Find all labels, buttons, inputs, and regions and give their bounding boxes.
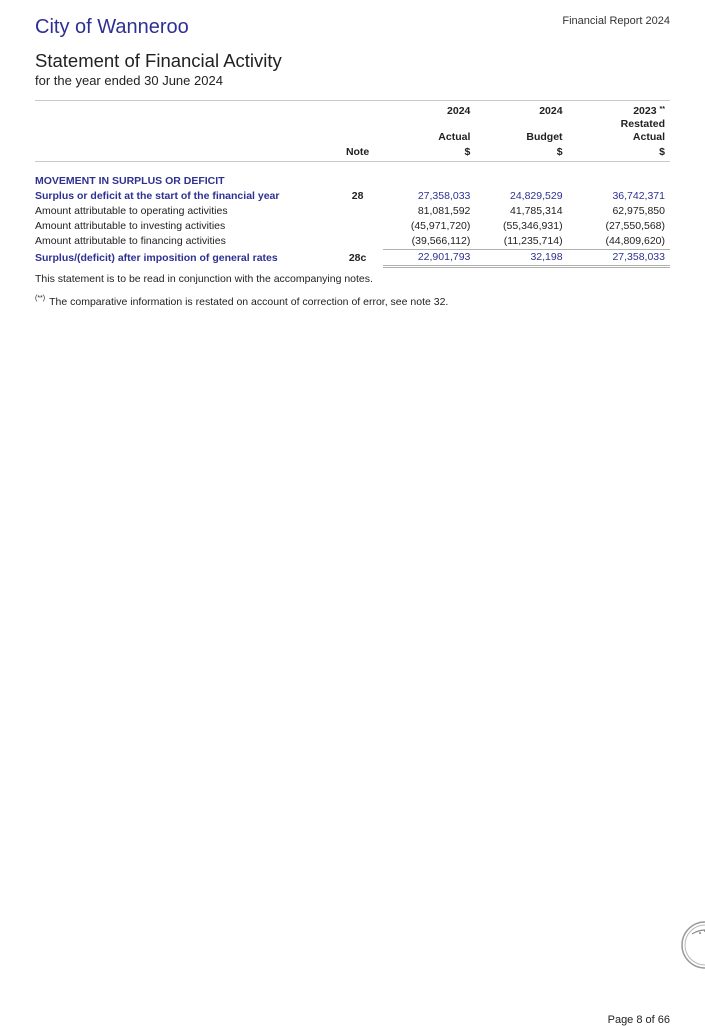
statement-title: Statement of Financial Activity: [35, 50, 282, 71]
row-label: Surplus or deficit at the start of the financial year: [35, 190, 280, 202]
page-number: Page 8 of 66: [607, 1014, 670, 1026]
row-label: Amount attributable to financing activities: [35, 235, 226, 248]
header-actual-year: 2024: [447, 105, 471, 117]
seal-logo-icon: [680, 920, 705, 970]
row-budget: (55,346,931): [503, 220, 563, 232]
header-prior-label-line2: Actual: [632, 131, 665, 143]
section-heading-row: [35, 174, 670, 189]
header-note: Note: [332, 144, 383, 162]
row-budget: 41,785,314: [510, 205, 563, 217]
row-note: 28: [351, 190, 364, 202]
table-row: [35, 204, 670, 219]
row-prior: 62,975,850: [612, 205, 665, 217]
row-prior: 36,742,371: [612, 190, 665, 202]
header-prior-unit: $: [568, 144, 670, 162]
row-label: Amount attributable to operating activities: [35, 205, 228, 217]
table-row: [35, 234, 670, 250]
row-budget: 32,198: [475, 250, 567, 267]
header-prior-year-cell: [568, 101, 670, 119]
restated-footnote-marker: (**): [35, 295, 46, 302]
header-actual-label: Actual: [438, 131, 471, 143]
row-budget: 24,829,529: [510, 190, 563, 202]
read-with-notes: This statement is to be read in conjunction with the accompanying notes.: [35, 273, 373, 285]
table-row: [35, 189, 670, 204]
financial-activity-table: [35, 100, 670, 268]
header-prior-year: 2023: [633, 105, 657, 117]
restated-footnote: [35, 296, 448, 308]
row-prior: (27,550,568): [605, 220, 665, 232]
row-note: [332, 219, 383, 234]
row-label: Surplus/(deficit) after imposition of general rates: [35, 251, 278, 264]
header-blank: [35, 101, 332, 119]
row-budget: (11,235,714): [475, 234, 567, 250]
row-actual: (39,566,112): [383, 234, 475, 250]
row-actual: 27,358,033: [417, 190, 471, 202]
restated-marker: **: [659, 106, 665, 113]
row-label: Amount attributable to investing activities: [35, 220, 226, 232]
header-prior-label-line1: Restated: [620, 118, 665, 130]
table-row: [35, 219, 670, 234]
statement-subtitle: for the year ended 30 June 2024: [35, 73, 223, 88]
header-prior-label: [568, 118, 670, 144]
header-actual-unit: $: [383, 144, 475, 162]
restated-footnote-text: The comparative information is restated on account of correction of error, see note 32.: [49, 296, 449, 308]
row-actual: (45,971,720): [410, 220, 471, 232]
report-name: Financial Report 2024: [562, 15, 670, 27]
row-actual: 22,901,793: [383, 250, 475, 267]
organisation-name: City of Wanneroo: [35, 16, 189, 38]
header-label-row: [35, 118, 670, 144]
row-prior: (44,809,620): [568, 234, 670, 250]
header-year-row: [35, 101, 670, 119]
row-note: [332, 234, 383, 250]
header-budget-unit: $: [475, 144, 567, 162]
header-unit-row: [35, 144, 670, 162]
header-budget-year: 2024: [539, 105, 563, 117]
section-heading: MOVEMENT IN SURPLUS OR DEFICIT: [35, 175, 225, 187]
table-row-total: [35, 250, 670, 267]
row-actual: 81,081,592: [417, 205, 471, 217]
header-note-blank: [332, 101, 383, 119]
header-budget-label: Budget: [526, 131, 563, 143]
row-note: [332, 204, 383, 219]
row-note: 28c: [348, 251, 367, 264]
row-prior: 27,358,033: [568, 250, 670, 267]
